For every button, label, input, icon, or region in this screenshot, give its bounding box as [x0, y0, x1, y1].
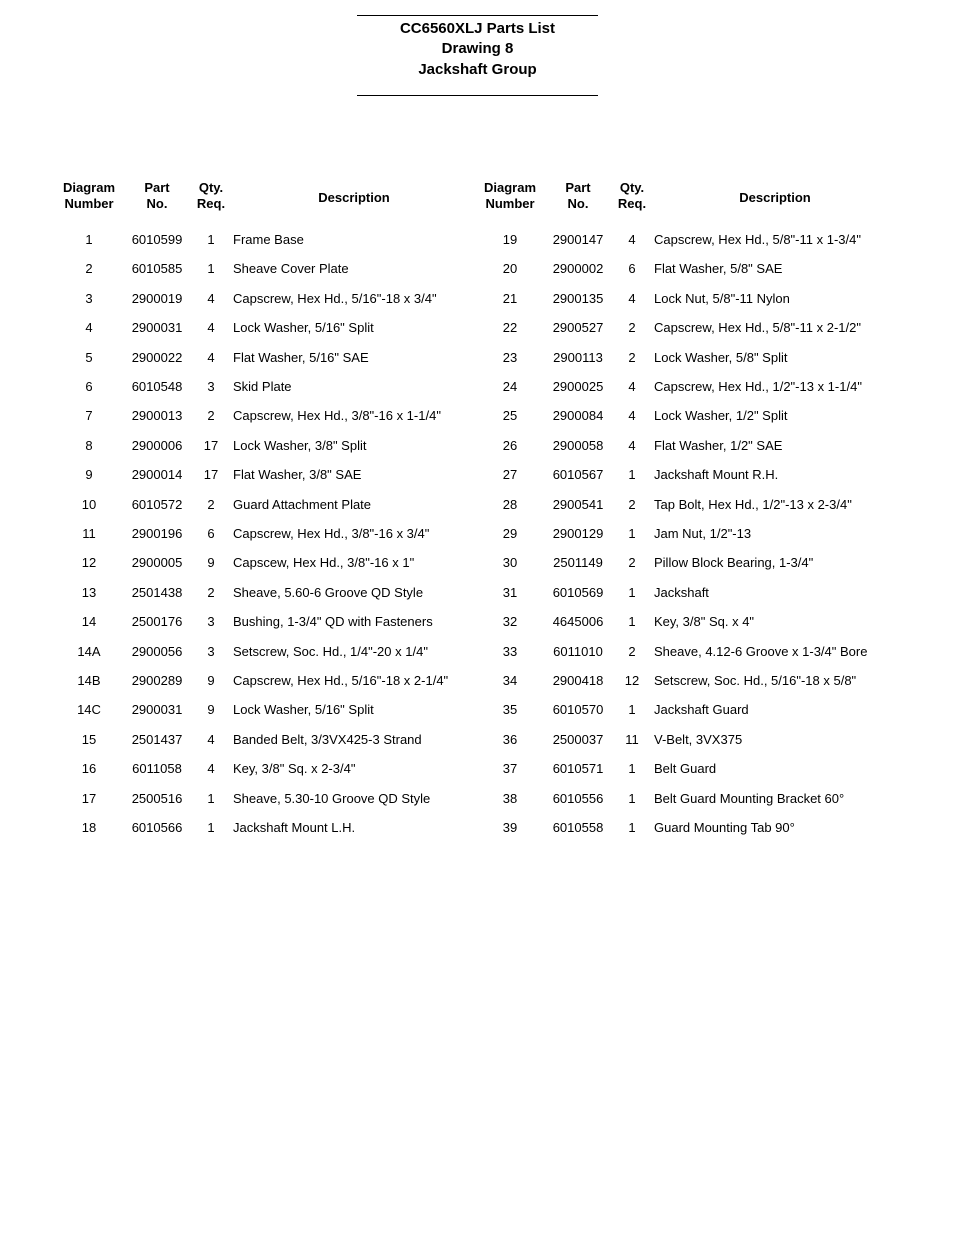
- diagram-number-cell: 14B: [77, 673, 101, 688]
- quantity-cell: 4: [628, 437, 636, 453]
- quantity-cell: 1: [207, 232, 215, 247]
- table-row: [0, 284, 954, 313]
- description-cell: Capscrew, Hex Hd., 5/16"-18 x 3/4": [233, 290, 437, 306]
- part-number-cell: 2900031: [131, 320, 183, 336]
- part-number-cell: 6010566: [131, 820, 183, 835]
- diagram-number-cell: 29: [502, 526, 518, 541]
- diagram-number-cell: 12: [81, 555, 97, 571]
- quantity-cell: 1: [628, 467, 636, 483]
- part-number-cell: 2900014: [131, 467, 183, 483]
- quantity-cell: 3: [207, 614, 215, 630]
- diagram-number-cell: 13: [81, 584, 97, 600]
- quantity-cell: 2: [628, 496, 636, 512]
- description-cell: Jackshaft Mount R.H.: [654, 467, 779, 483]
- diagram-number-cell: 9: [85, 467, 93, 483]
- description-cell: Pillow Block Bearing, 1-3/4": [654, 555, 814, 571]
- part-number-cell: 2900147: [552, 232, 604, 247]
- diagram-number-cell: 2: [85, 261, 93, 277]
- quantity-cell: 4: [628, 408, 636, 424]
- diagram-number-cell: 17: [81, 790, 97, 806]
- quantity-cell: 4: [628, 379, 636, 394]
- diagram-number-cell: 11: [82, 526, 96, 541]
- part-number-cell: 2900541: [552, 496, 604, 512]
- part-number-cell: 2501437: [131, 731, 183, 747]
- description-cell: Capscrew, Hex Hd., 5/16"-18 x 2-1/4": [233, 673, 449, 688]
- description-cell: Lock Washer, 5/16" Split: [233, 320, 374, 336]
- part-number-cell: 2900002: [552, 261, 604, 277]
- description-cell: Belt Guard: [654, 761, 717, 777]
- part-number-cell: 2900129: [552, 526, 604, 541]
- part-number-cell: 6010599: [131, 232, 183, 247]
- quantity-cell: 1: [628, 702, 636, 718]
- description-cell: Flat Washer, 3/8" SAE: [233, 467, 362, 483]
- description-cell: Sheave, 5.60-6 Groove QD Style: [233, 584, 424, 600]
- description-cell: Capscrew, Hex Hd., 3/8"-16 x 1-1/4": [233, 408, 441, 424]
- quantity-cell: 9: [207, 555, 215, 571]
- diagram-number-cell: 19: [502, 232, 518, 247]
- header-qty-left: Qty. Req.: [196, 180, 226, 211]
- quantity-cell: 4: [628, 290, 636, 306]
- quantity-cell: 2: [628, 555, 636, 571]
- part-number-cell: 2900006: [131, 437, 183, 453]
- quantity-cell: 1: [628, 614, 636, 630]
- part-number-cell: 2900025: [552, 379, 604, 394]
- table-row: [0, 578, 954, 607]
- diagram-number-cell: 39: [502, 820, 518, 835]
- diagram-number-cell: 10: [81, 496, 97, 512]
- header-diagram-number-right: Diagram Number: [483, 180, 537, 211]
- diagram-number-cell: 14A: [77, 643, 101, 659]
- description-cell: V-Belt, 3VX375: [654, 731, 743, 747]
- header-diagram-number-left: Diagram Number: [62, 180, 116, 211]
- part-number-cell: 6010571: [552, 761, 604, 777]
- description-cell: Jackshaft Mount L.H.: [233, 820, 356, 835]
- title-rule-bottom: [357, 95, 598, 96]
- diagram-number-cell: 18: [81, 820, 97, 835]
- table-row: [0, 548, 954, 577]
- quantity-cell: 1: [628, 790, 636, 806]
- quantity-cell: 1: [628, 584, 636, 600]
- description-cell: Lock Washer, 3/8" Split: [233, 437, 367, 453]
- part-number-cell: 6010567: [552, 467, 604, 483]
- diagram-number-cell: 32: [502, 614, 518, 630]
- table-row: [0, 372, 954, 401]
- description-cell: Frame Base: [233, 232, 304, 247]
- table-row: [0, 460, 954, 489]
- diagram-number-cell: 21: [502, 290, 518, 306]
- diagram-number-cell: 25: [502, 408, 518, 424]
- description-cell: Guard Attachment Plate: [233, 496, 372, 512]
- header-description-right: Description: [739, 190, 811, 205]
- description-cell: Tap Bolt, Hex Hd., 1/2"-13 x 2-3/4": [654, 496, 852, 512]
- quantity-cell: 11: [625, 731, 639, 747]
- quantity-cell: 3: [207, 643, 215, 659]
- description-cell: Jackshaft: [654, 584, 709, 600]
- part-number-cell: 6011058: [132, 761, 182, 777]
- part-number-cell: 6011010: [553, 643, 603, 659]
- quantity-cell: 12: [624, 673, 640, 688]
- description-cell: Flat Washer, 5/8" SAE: [654, 261, 783, 277]
- description-cell: Lock Washer, 5/16" Split: [233, 702, 374, 718]
- description-cell: Sheave Cover Plate: [233, 261, 349, 277]
- part-number-cell: 2500516: [131, 790, 183, 806]
- description-cell: Capscrew, Hex Hd., 5/8"-11 x 2-1/2": [654, 320, 861, 336]
- part-number-cell: 6010585: [131, 261, 183, 277]
- part-number-cell: 2900019: [131, 290, 183, 306]
- diagram-number-cell: 23: [502, 349, 518, 365]
- part-number-cell: 6010572: [131, 496, 183, 512]
- diagram-number-cell: 14C: [77, 702, 101, 718]
- description-cell: Setscrew, Soc. Hd., 1/4"-20 x 1/4": [233, 643, 428, 659]
- diagram-number-cell: 36: [502, 731, 518, 747]
- part-number-cell: 2501438: [131, 584, 183, 600]
- part-number-cell: 6010556: [552, 790, 604, 806]
- diagram-number-cell: 22: [502, 320, 518, 336]
- table-row: [0, 431, 954, 460]
- part-number-cell: 2900418: [552, 673, 604, 688]
- description-cell: Flat Washer, 5/16" SAE: [233, 349, 369, 365]
- table-row: [0, 754, 954, 783]
- part-number-cell: 2900022: [131, 349, 183, 365]
- table-row: [0, 401, 954, 430]
- quantity-cell: 2: [628, 643, 636, 659]
- table-row: [0, 637, 954, 666]
- quantity-cell: 2: [207, 408, 215, 424]
- quantity-cell: 2: [628, 320, 636, 336]
- diagram-number-cell: 33: [502, 643, 518, 659]
- diagram-number-cell: 15: [81, 731, 97, 747]
- description-cell: Guard Mounting Tab 90°: [654, 820, 795, 835]
- part-number-cell: 2500176: [131, 614, 183, 630]
- quantity-cell: 4: [207, 761, 215, 777]
- part-number-cell: 6010570: [552, 702, 604, 718]
- table-row: [0, 313, 954, 342]
- quantity-cell: 4: [207, 290, 215, 306]
- table-row: [0, 254, 954, 283]
- diagram-number-cell: 16: [81, 761, 97, 777]
- part-number-cell: 2900527: [552, 320, 604, 336]
- document-title-block: [357, 15, 598, 97]
- part-number-cell: 4645006: [552, 614, 604, 630]
- description-cell: Capscrew, Hex Hd., 5/8"-11 x 1-3/4": [654, 232, 861, 247]
- description-cell: Sheave, 4.12-6 Groove x 1-3/4" Bore: [654, 643, 868, 659]
- diagram-number-cell: 1: [85, 232, 93, 247]
- group-label: Jackshaft Group: [418, 61, 537, 78]
- quantity-cell: 1: [628, 761, 636, 777]
- part-number-cell: 2900289: [131, 673, 183, 688]
- description-cell: Jam Nut, 1/2"-13: [654, 526, 752, 541]
- description-cell: Capscew, Hex Hd., 3/8"-16 x 1": [233, 555, 415, 571]
- description-cell: Setscrew, Soc. Hd., 5/16"-18 x 5/8": [654, 673, 857, 688]
- description-cell: Bushing, 1-3/4" QD with Fasteners: [233, 614, 433, 630]
- description-cell: Skid Plate: [233, 379, 292, 394]
- diagram-number-cell: 20: [502, 261, 518, 277]
- title-rule-top: [357, 15, 598, 16]
- table-row: [0, 225, 954, 254]
- part-number-cell: 6010558: [552, 820, 604, 835]
- quantity-cell: 1: [628, 820, 636, 835]
- quantity-cell: 17: [203, 467, 219, 483]
- table-row: [0, 607, 954, 636]
- diagram-number-cell: 5: [85, 349, 93, 365]
- table-row: [0, 784, 954, 813]
- diagram-number-cell: 14: [81, 614, 97, 630]
- header-qty-right: Qty. Req.: [617, 180, 647, 211]
- header-part-no-left: Part No.: [144, 180, 170, 211]
- description-cell: Jackshaft Guard: [654, 702, 749, 718]
- quantity-cell: 4: [207, 349, 215, 365]
- table-row: [0, 490, 954, 519]
- quantity-cell: 3: [207, 379, 215, 394]
- diagram-number-cell: 27: [502, 467, 518, 483]
- quantity-cell: 9: [207, 702, 215, 718]
- quantity-cell: 1: [207, 790, 215, 806]
- part-number-cell: 2501149: [553, 555, 603, 571]
- quantity-cell: 2: [207, 496, 215, 512]
- description-cell: Banded Belt, 3/3VX425-3 Strand: [233, 731, 422, 747]
- diagram-number-cell: 24: [502, 379, 518, 394]
- table-row: [0, 666, 954, 695]
- quantity-cell: 2: [207, 584, 215, 600]
- part-number-cell: 2900058: [552, 437, 604, 453]
- diagram-number-cell: 30: [502, 555, 518, 571]
- quantity-cell: 1: [207, 820, 215, 835]
- quantity-cell: 6: [628, 261, 636, 277]
- quantity-cell: 6: [207, 526, 215, 541]
- part-number-cell: 2900135: [552, 290, 604, 306]
- diagram-number-cell: 38: [502, 790, 518, 806]
- description-cell: Sheave, 5.30-10 Groove QD Style: [233, 790, 431, 806]
- diagram-number-cell: 26: [502, 437, 518, 453]
- quantity-cell: 4: [207, 731, 215, 747]
- quantity-cell: 1: [207, 261, 215, 277]
- quantity-cell: 17: [203, 437, 219, 453]
- description-cell: Key, 3/8" Sq. x 2-3/4": [233, 761, 356, 777]
- description-cell: Flat Washer, 1/2" SAE: [654, 437, 783, 453]
- diagram-number-cell: 8: [85, 437, 93, 453]
- part-number-cell: 2500037: [552, 731, 604, 747]
- diagram-number-cell: 6: [85, 379, 93, 394]
- description-cell: Lock Washer, 1/2" Split: [654, 408, 788, 424]
- description-cell: Belt Guard Mounting Bracket 60°: [654, 790, 845, 806]
- table-row: [0, 725, 954, 754]
- part-number-cell: 2900031: [131, 702, 183, 718]
- part-number-cell: 6010548: [131, 379, 183, 394]
- table-row: [0, 343, 954, 372]
- quantity-cell: 4: [628, 232, 636, 247]
- diagram-number-cell: 35: [502, 702, 518, 718]
- diagram-number-cell: 31: [502, 584, 518, 600]
- quantity-cell: 2: [628, 349, 636, 365]
- diagram-number-cell: 7: [85, 408, 93, 424]
- part-number-cell: 2900005: [131, 555, 183, 571]
- quantity-cell: 4: [207, 320, 215, 336]
- part-number-cell: 2900013: [131, 408, 183, 424]
- description-cell: Lock Washer, 5/8" Split: [654, 349, 788, 365]
- description-cell: Key, 3/8" Sq. x 4": [654, 614, 755, 630]
- quantity-cell: 1: [628, 526, 636, 541]
- document-title: CC6560XLJ Parts List: [399, 20, 556, 37]
- part-number-cell: 2900056: [131, 643, 183, 659]
- table-row: [0, 519, 954, 548]
- part-number-cell: 6010569: [552, 584, 604, 600]
- description-cell: Capscrew, Hex Hd., 3/8"-16 x 3/4": [233, 526, 430, 541]
- part-number-cell: 2900113: [553, 349, 603, 365]
- drawing-label: Drawing 8: [441, 40, 514, 57]
- table-row: [0, 695, 954, 724]
- part-number-cell: 2900196: [131, 526, 183, 541]
- header-part-no-right: Part No.: [565, 180, 591, 211]
- diagram-number-cell: 28: [502, 496, 518, 512]
- description-cell: Capscrew, Hex Hd., 1/2"-13 x 1-1/4": [654, 379, 862, 394]
- table-row: [0, 813, 954, 842]
- diagram-number-cell: 3: [85, 290, 93, 306]
- quantity-cell: 9: [207, 673, 215, 688]
- description-cell: Lock Nut, 5/8"-11 Nylon: [654, 290, 790, 306]
- header-description-left: Description: [318, 190, 390, 205]
- diagram-number-cell: 34: [502, 673, 518, 688]
- diagram-number-cell: 37: [502, 761, 518, 777]
- part-number-cell: 2900084: [552, 408, 604, 424]
- diagram-number-cell: 4: [85, 320, 93, 336]
